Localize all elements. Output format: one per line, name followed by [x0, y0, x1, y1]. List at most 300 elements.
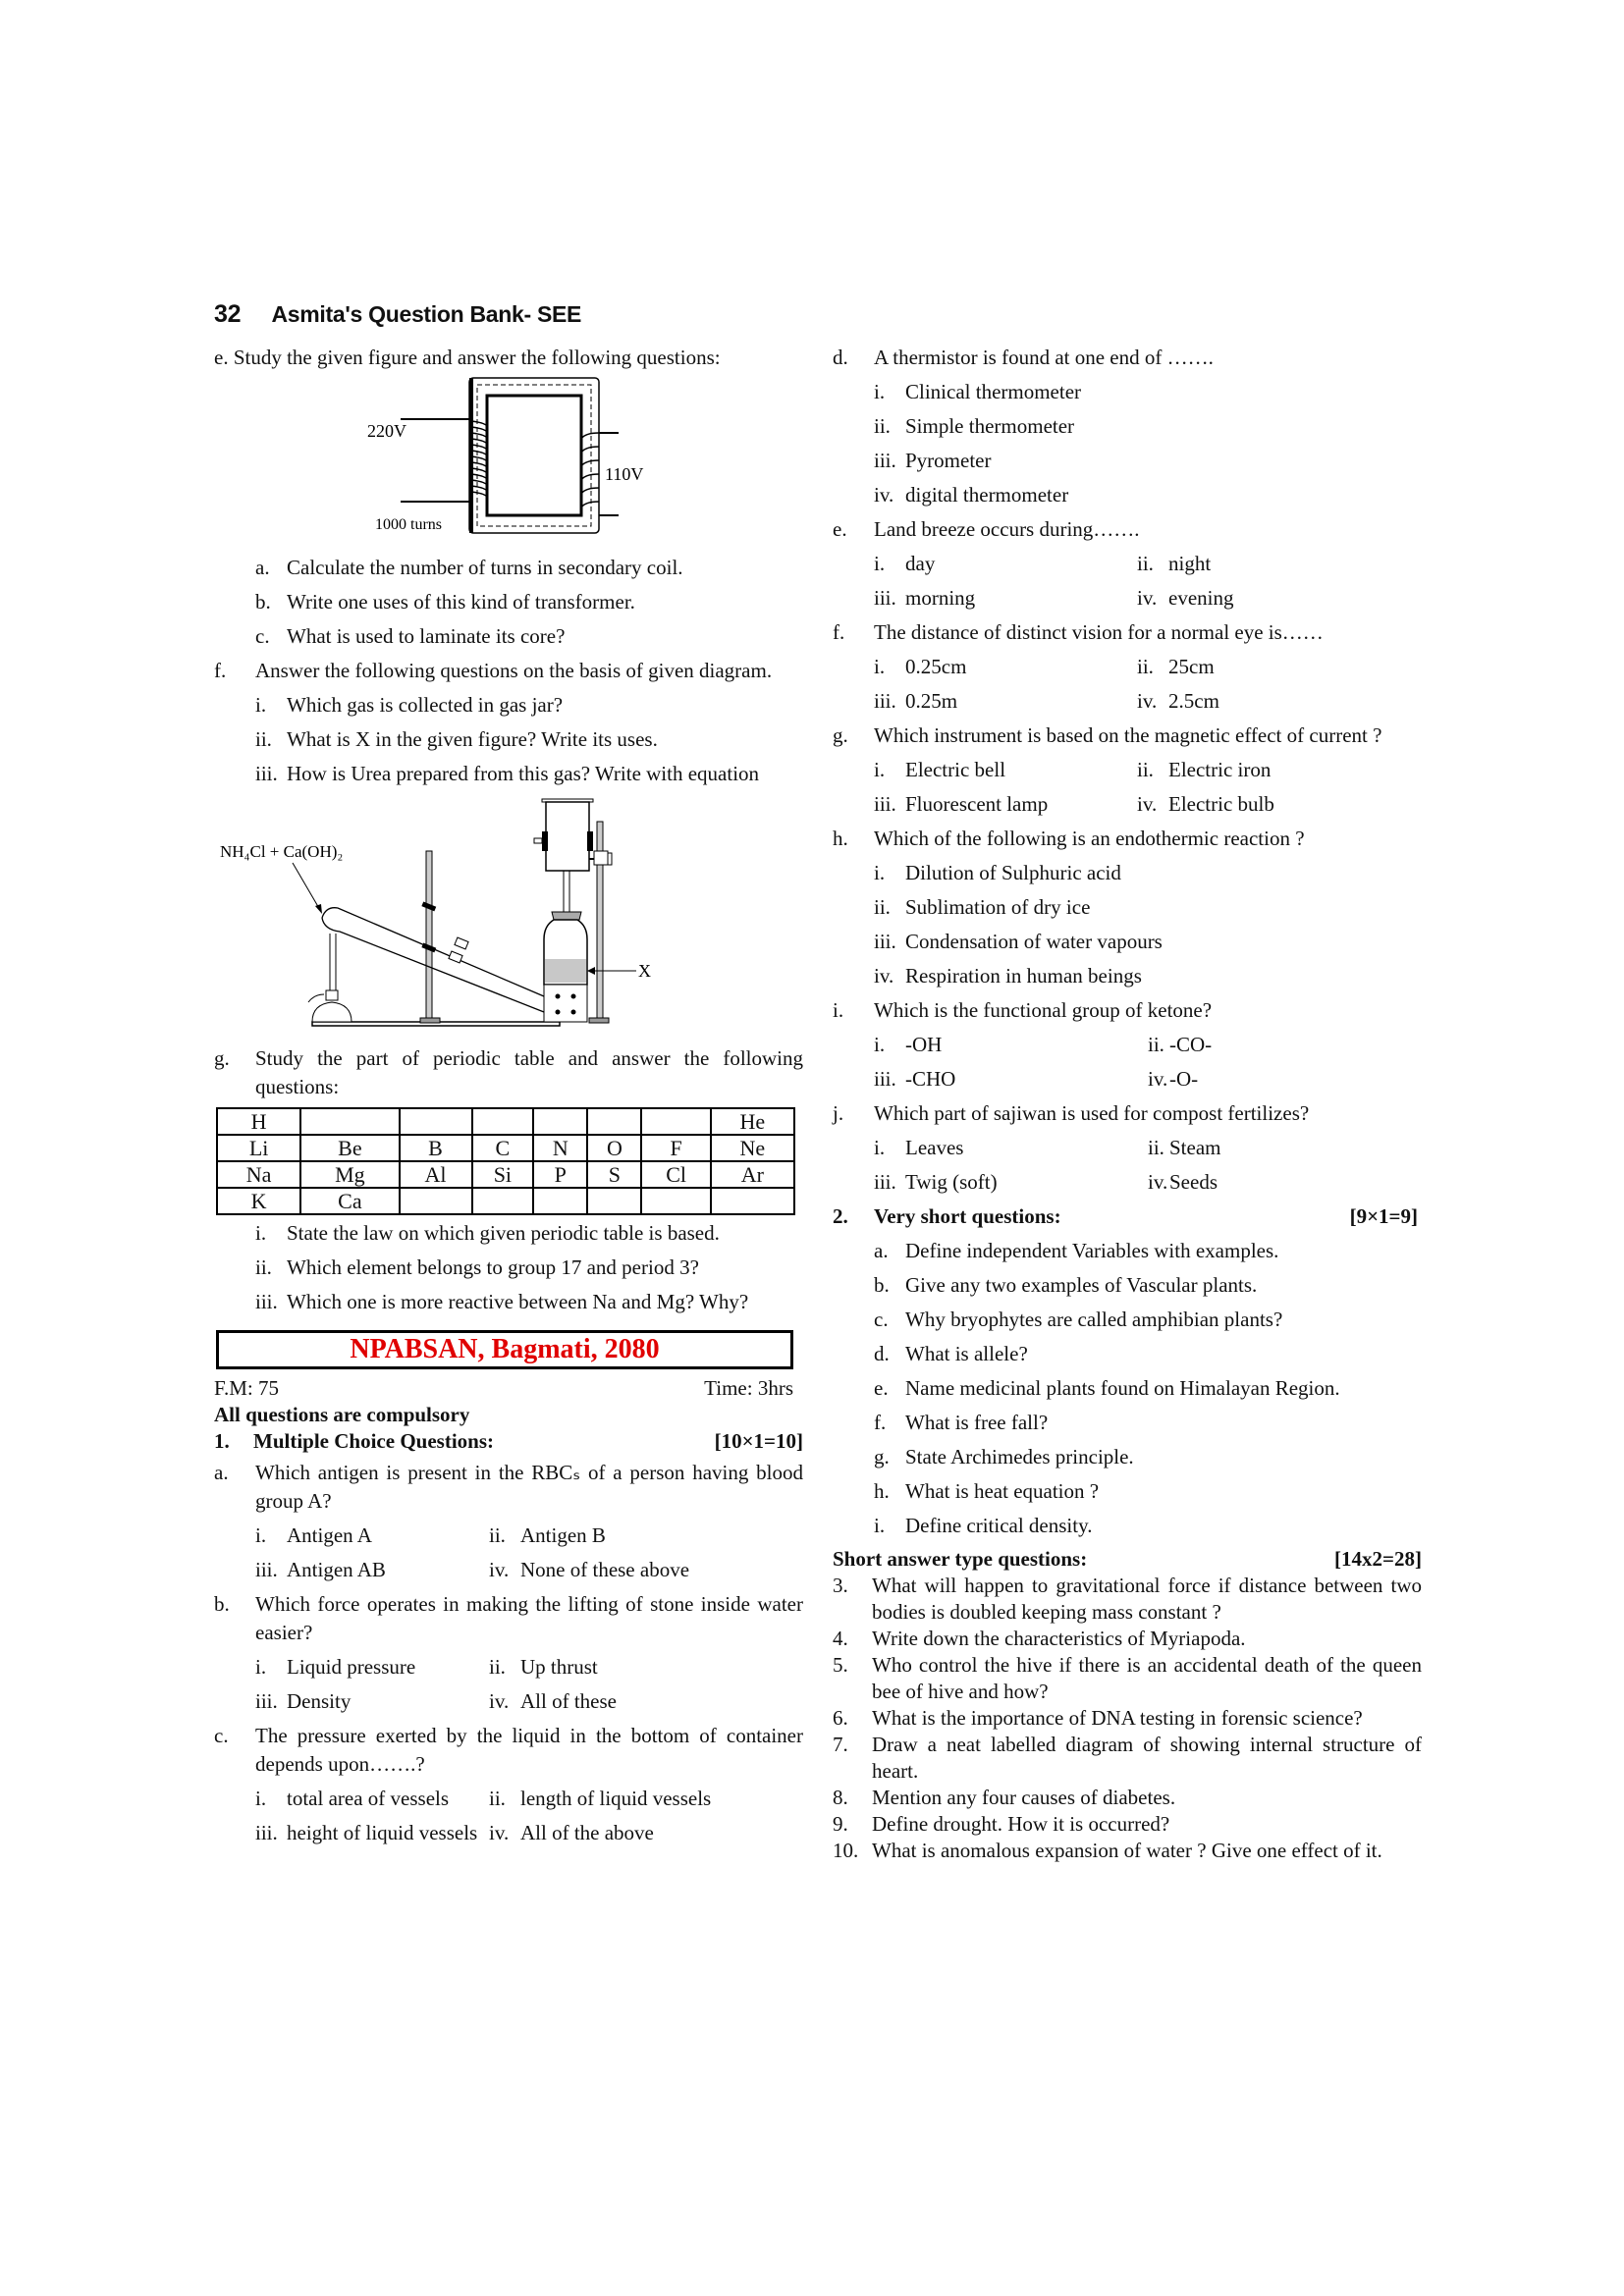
option-text: Up thrust: [520, 1655, 598, 1679]
element-cell: [472, 1188, 534, 1214]
primary-turns-label: 1000 turns: [375, 516, 442, 533]
element-cell: [533, 1108, 587, 1135]
option-label: ii.: [1137, 655, 1154, 678]
option-label: i.: [874, 380, 886, 403]
full-marks: F.M: 75: [214, 1376, 280, 1400]
mcq-option-row: [874, 1031, 1422, 1059]
mcq-option[interactable]: [874, 687, 1137, 716]
element-cell: Ar: [711, 1161, 794, 1188]
option-text: -CHO: [905, 1067, 956, 1091]
option-text: -CO-: [1169, 1033, 1213, 1056]
exam-time: Time: 3hrs: [704, 1376, 793, 1400]
question-label: e.: [833, 517, 847, 541]
reagent-label: NH₄Cl + Ca(OH)₂: [220, 842, 344, 861]
question-text: Which of the following is an endothermic reaction ?: [874, 827, 1305, 850]
element-cell: Li: [217, 1135, 300, 1161]
option-label: ii.: [1148, 1136, 1164, 1159]
question-text: Land breeze occurs during…….: [874, 517, 1140, 541]
option-label: i.: [255, 1655, 267, 1679]
option-label: iii.: [874, 689, 896, 713]
sub-question: [255, 725, 803, 754]
sub-question-text: State the law on which given periodic table is based.: [287, 1221, 720, 1245]
short-answer-question: [833, 1811, 1422, 1838]
element-cell: Ne: [711, 1135, 794, 1161]
mcq-question: [214, 1722, 803, 1779]
option-label: iii.: [874, 792, 896, 816]
option-text: Antigen B: [520, 1523, 606, 1547]
very-short-question: [874, 1512, 1422, 1540]
page-header: [214, 300, 581, 329]
option-label: iv.: [1137, 689, 1158, 713]
mcq-options: [874, 1134, 1422, 1197]
question-label: f.: [833, 620, 845, 644]
option-text: Respiration in human beings: [905, 964, 1142, 988]
element-cell: [472, 1108, 534, 1135]
mcq-question: [833, 515, 1422, 544]
option-label: ii.: [874, 414, 891, 438]
question-text: What is heat equation ?: [905, 1479, 1100, 1503]
page-number: 32: [214, 300, 242, 328]
mcq-option-row: [255, 1785, 803, 1813]
question-label: 4.: [833, 1627, 848, 1650]
option-text: Sublimation of dry ice: [905, 895, 1091, 919]
question-text: What will happen to gravitational force if distance between two bodies is doubled keeping mass constant ?: [872, 1574, 1422, 1624]
left-column: [214, 344, 803, 1853]
option-label: iv.: [1137, 586, 1158, 610]
option-label: i.: [255, 1523, 267, 1547]
element-cell: [587, 1108, 641, 1135]
periodic-table-row: [217, 1161, 794, 1188]
mcq-option-row: [874, 1134, 1422, 1162]
option-label: ii.: [489, 1787, 506, 1810]
mcq-option[interactable]: [489, 1522, 723, 1550]
option-text: 0.25m: [905, 689, 958, 713]
question-g-subquestions: [214, 1219, 803, 1316]
transformer-figure: [214, 372, 803, 554]
mcq-option[interactable]: [1137, 584, 1400, 613]
element-cell: He: [711, 1108, 794, 1135]
mcq-options: [874, 550, 1422, 613]
element-cell: Na: [217, 1161, 300, 1188]
sub-question: [255, 588, 803, 616]
question-label: i.: [833, 998, 844, 1022]
option-label: ii.: [489, 1523, 506, 1547]
option-label: iii.: [255, 1558, 278, 1581]
periodic-table-row: [217, 1135, 794, 1161]
ammonia-apparatus-figure: [214, 794, 803, 1044]
sub-question: [255, 1254, 803, 1282]
mcq-list-left: [214, 1459, 803, 1847]
option-label: i.: [874, 552, 886, 575]
mcq-option[interactable]: [489, 1687, 723, 1716]
element-cell: Ca: [300, 1188, 399, 1214]
question-label: b.: [214, 1592, 230, 1616]
question-text: Which instrument is based on the magnetic effect of current ?: [874, 723, 1382, 747]
transformer-diagram: [214, 372, 803, 554]
mcq-option[interactable]: [255, 1819, 489, 1847]
option-text: -O-: [1169, 1067, 1199, 1091]
element-cell: [641, 1108, 710, 1135]
mcq-option-row: [874, 584, 1422, 613]
option-label: i.: [874, 758, 886, 781]
section-3-heading: [833, 1546, 1422, 1573]
question-label: g.: [833, 723, 848, 747]
mcq-option[interactable]: [874, 584, 1137, 613]
short-answer-question: [833, 1626, 1422, 1652]
mcq-option-row: [255, 1687, 803, 1716]
sub-question-text: Write one uses of this kind of transformer.: [287, 590, 635, 614]
mcq-question: [214, 1459, 803, 1516]
mcq-options: [255, 1785, 803, 1847]
section-1-heading: [214, 1428, 803, 1455]
mcq-option[interactable]: [874, 928, 1422, 956]
section-marks: [10×1=10]: [714, 1429, 803, 1453]
mcq-option-row: [874, 687, 1422, 716]
question-text: Draw a neat labelled diagram of showing internal structure of heart.: [872, 1733, 1422, 1783]
mcq-options: [874, 653, 1422, 716]
mcq-option-row: [874, 790, 1422, 819]
option-text: Antigen AB: [287, 1558, 386, 1581]
option-label: ii.: [874, 895, 891, 919]
sub-question: [255, 554, 803, 582]
mcq-options: [255, 1653, 803, 1716]
question-label: 10.: [833, 1839, 859, 1862]
sub-question: [255, 1219, 803, 1248]
sub-question: [255, 691, 803, 720]
question-label: g.: [214, 1046, 230, 1070]
question-text: The pressure exerted by the liquid in the bottom of container depends upon…….?: [255, 1724, 803, 1776]
mcq-option[interactable]: [255, 1785, 489, 1813]
question-text: What is the importance of DNA testing in forensic science?: [872, 1706, 1363, 1730]
short-answer-question: [833, 1652, 1422, 1705]
periodic-table-row: [217, 1188, 794, 1214]
mcq-options: [874, 1031, 1422, 1094]
question-label: 3.: [833, 1574, 848, 1597]
question-text: Who control the hive if there is an accidental death of the queen bee of hive and how?: [872, 1653, 1422, 1703]
mcq-option[interactable]: [1148, 1065, 1422, 1094]
option-text: Condensation of water vapours: [905, 930, 1163, 953]
very-short-question: [874, 1271, 1422, 1300]
option-label: ii.: [489, 1655, 506, 1679]
sub-question-label: c.: [255, 624, 270, 648]
option-label: ii.: [1137, 758, 1154, 781]
option-text: evening: [1168, 586, 1234, 610]
element-cell: N: [533, 1135, 587, 1161]
option-text: 25cm: [1168, 655, 1215, 678]
option-label: iii.: [874, 1170, 896, 1194]
option-text: Fluorescent lamp: [905, 792, 1049, 816]
mcq-option[interactable]: [874, 1168, 1148, 1197]
element-cell: P: [533, 1161, 587, 1188]
mcq-options: [874, 859, 1422, 990]
option-label: iii.: [874, 1067, 896, 1091]
question-text: What is allele?: [905, 1342, 1028, 1365]
mcq-option[interactable]: [1137, 687, 1400, 716]
question-label: h.: [833, 827, 848, 850]
option-label: iv.: [489, 1689, 510, 1713]
option-label: iii.: [255, 1689, 278, 1713]
section-number: 2.: [833, 1204, 848, 1228]
mcq-option[interactable]: [874, 962, 1422, 990]
secondary-voltage-label: 110V: [605, 464, 644, 484]
option-text: Electric bulb: [1168, 792, 1274, 816]
section-marks: [9×1=9]: [1349, 1204, 1418, 1228]
section-2-heading: [833, 1202, 1422, 1231]
sub-question-label: ii.: [255, 1255, 272, 1279]
option-text: 2.5cm: [1168, 689, 1219, 713]
option-label: iii.: [874, 449, 896, 472]
element-cell: O: [587, 1135, 641, 1161]
option-label: i.: [255, 1787, 267, 1810]
option-label: iv.: [1148, 1067, 1168, 1091]
mcq-question: [833, 996, 1422, 1025]
question-label: 5.: [833, 1653, 848, 1677]
periodic-table: [216, 1107, 795, 1215]
option-text: Seeds: [1169, 1170, 1218, 1194]
question-f: [214, 657, 803, 685]
section-number: 1.: [214, 1429, 230, 1453]
question-text: What is anomalous expansion of water ? Give one effect of it.: [872, 1839, 1382, 1862]
question-label: d.: [833, 346, 848, 369]
mcq-option-row: [255, 1556, 803, 1584]
question-text: Mention any four causes of diabetes.: [872, 1786, 1176, 1809]
question-text: Define drought. How it is occurred?: [872, 1812, 1170, 1836]
exam-title: NPABSAN, Bagmati, 2080: [350, 1334, 660, 1364]
mcq-option[interactable]: [1137, 550, 1400, 578]
question-label: e.: [214, 346, 229, 369]
mcq-option[interactable]: [489, 1653, 723, 1682]
question-text: Which is the functional group of ketone?: [874, 998, 1213, 1022]
element-cell: Mg: [300, 1161, 399, 1188]
mcq-option-row: [874, 1065, 1422, 1094]
sub-question-text: How is Urea prepared from this gas? Write with equation: [287, 762, 760, 785]
mcq-option[interactable]: [255, 1687, 489, 1716]
very-short-question: [874, 1340, 1422, 1368]
option-label: iv.: [1148, 1170, 1168, 1194]
mcq-option[interactable]: [1148, 1134, 1422, 1162]
mcq-option[interactable]: [1137, 756, 1400, 784]
option-text: Electric iron: [1168, 758, 1272, 781]
question-text: State Archimedes principle.: [905, 1445, 1134, 1468]
element-cell: [400, 1108, 472, 1135]
mcq-option[interactable]: [489, 1785, 723, 1813]
element-cell: Si: [472, 1161, 534, 1188]
section-marks: [14x2=28]: [1334, 1547, 1422, 1571]
question-text: Define critical density.: [905, 1514, 1093, 1537]
element-cell: [300, 1108, 399, 1135]
mcq-option[interactable]: [489, 1556, 723, 1584]
question-label: f.: [874, 1411, 887, 1434]
question-text: Define independent Variables with examples.: [905, 1239, 1279, 1262]
element-cell: H: [217, 1108, 300, 1135]
mcq-option[interactable]: [874, 756, 1137, 784]
sub-question-label: i.: [255, 693, 267, 717]
sub-question: [255, 622, 803, 651]
question-label: j.: [833, 1101, 844, 1125]
option-text: -OH: [905, 1033, 943, 1056]
question-text: Write down the characteristics of Myriapoda.: [872, 1627, 1246, 1650]
very-short-question: [874, 1306, 1422, 1334]
option-text: 0.25cm: [905, 655, 967, 678]
very-short-question: [874, 1409, 1422, 1437]
question-label: g.: [874, 1445, 890, 1468]
question-label: a.: [214, 1461, 229, 1484]
short-answer-question: [833, 1838, 1422, 1864]
option-text: day: [905, 552, 936, 575]
very-short-question: [874, 1477, 1422, 1506]
very-short-questions: [833, 1237, 1422, 1540]
option-label: ii.: [1137, 552, 1154, 575]
option-text: Pyrometer: [905, 449, 992, 472]
mcq-option[interactable]: [255, 1653, 489, 1682]
option-label: iv.: [1137, 792, 1158, 816]
mcq-option-row: [255, 1653, 803, 1682]
mcq-option[interactable]: [874, 447, 1422, 475]
sub-question: [255, 1288, 803, 1316]
mcq-option[interactable]: [874, 412, 1422, 441]
option-text: Liquid pressure: [287, 1655, 416, 1679]
mcq-option-row: [874, 756, 1422, 784]
mcq-option[interactable]: [1137, 653, 1400, 681]
mcq-option-row: [255, 1819, 803, 1847]
question-g: [214, 1044, 803, 1101]
element-cell: C: [472, 1135, 534, 1161]
option-text: Density: [287, 1689, 352, 1713]
mcq-option[interactable]: [874, 790, 1137, 819]
mcq-option-row: [874, 1168, 1422, 1197]
question-e-subquestions: [214, 554, 803, 651]
question-text: Study the given figure and answer the following questions:: [233, 346, 721, 369]
book-title: Asmita's Question Bank- SEE: [271, 301, 582, 327]
sub-question-text: Calculate the number of turns in secondary coil.: [287, 556, 683, 579]
question-label: 7.: [833, 1733, 848, 1756]
option-text: night: [1168, 552, 1212, 575]
option-text: Simple thermometer: [905, 414, 1075, 438]
mcq-option[interactable]: [1137, 790, 1400, 819]
mcq-list-right: [833, 344, 1422, 1197]
option-label: iv.: [874, 483, 894, 507]
question-text: Which part of sajiwan is used for compost fertilizes?: [874, 1101, 1310, 1125]
question-label: e.: [874, 1376, 889, 1400]
sub-question-label: iii.: [255, 762, 278, 785]
question-label: b.: [874, 1273, 890, 1297]
question-label: 6.: [833, 1706, 848, 1730]
element-cell: [400, 1188, 472, 1214]
option-text: All of these: [520, 1689, 617, 1713]
question-label: a.: [874, 1239, 889, 1262]
mcq-question: [833, 721, 1422, 750]
very-short-question: [874, 1374, 1422, 1403]
short-answer-question: [833, 1785, 1422, 1811]
mcq-option[interactable]: [874, 893, 1422, 922]
sub-question: [255, 760, 803, 788]
option-text: None of these above: [520, 1558, 690, 1581]
sub-question-label: b.: [255, 590, 271, 614]
option-text: Steam: [1169, 1136, 1221, 1159]
option-label: iii.: [255, 1821, 278, 1844]
element-cell: Al: [400, 1161, 472, 1188]
mcq-option[interactable]: [874, 378, 1422, 406]
element-cell: S: [587, 1161, 641, 1188]
section-title: Short answer type questions:: [833, 1547, 1088, 1571]
mcq-option[interactable]: [489, 1819, 723, 1847]
question-text: Which force operates in making the lifting of stone inside water easier?: [255, 1592, 803, 1644]
mcq-option[interactable]: [255, 1556, 489, 1584]
option-label: iii.: [874, 586, 896, 610]
section-title: Multiple Choice Questions:: [253, 1429, 494, 1453]
short-answer-questions: [833, 1573, 1422, 1864]
option-text: total area of vessels: [287, 1787, 450, 1810]
exam-title-box: [216, 1330, 793, 1369]
question-label: c.: [214, 1724, 229, 1747]
question-label: 8.: [833, 1786, 848, 1809]
mcq-option[interactable]: [874, 1065, 1148, 1094]
element-cell: [711, 1188, 794, 1214]
element-cell: [587, 1188, 641, 1214]
x-label: X: [638, 961, 651, 981]
question-label: d.: [874, 1342, 890, 1365]
question-text: Give any two examples of Vascular plants.: [905, 1273, 1258, 1297]
mcq-option[interactable]: [874, 1134, 1148, 1162]
exam-meta: [214, 1375, 803, 1402]
option-text: All of the above: [520, 1821, 654, 1844]
mcq-option[interactable]: [874, 550, 1137, 578]
mcq-question: [833, 344, 1422, 372]
option-text: Clinical thermometer: [905, 380, 1082, 403]
question-label: h.: [874, 1479, 890, 1503]
option-text: height of liquid vessels: [287, 1821, 478, 1844]
section-title: Very short questions:: [874, 1204, 1061, 1228]
sub-question-label: a.: [255, 556, 270, 579]
mcq-option[interactable]: [874, 859, 1422, 887]
mcq-option[interactable]: [874, 653, 1137, 681]
question-text: Why bryophytes are called amphibian plants?: [905, 1308, 1283, 1331]
mcq-question: [833, 825, 1422, 853]
element-cell: Cl: [641, 1161, 710, 1188]
option-text: Leaves: [905, 1136, 964, 1159]
short-answer-question: [833, 1705, 1422, 1732]
right-column: [833, 344, 1422, 1864]
option-label: iv.: [489, 1821, 510, 1844]
question-text: What is free fall?: [905, 1411, 1049, 1434]
short-answer-question: [833, 1732, 1422, 1785]
mcq-option[interactable]: [255, 1522, 489, 1550]
option-label: iv.: [874, 964, 894, 988]
option-label: ii.: [1148, 1033, 1164, 1056]
sub-question-text: Which gas is collected in gas jar?: [287, 693, 564, 717]
option-label: i.: [874, 861, 886, 884]
sub-question-label: ii.: [255, 727, 272, 751]
mcq-option[interactable]: [1148, 1168, 1422, 1197]
mcq-option[interactable]: [874, 1031, 1148, 1059]
sub-question-text: What is X in the given figure? Write its uses.: [287, 727, 658, 751]
mcq-option-row: [874, 550, 1422, 578]
sub-question-text: Which one is more reactive between Na and Mg? Why?: [287, 1290, 749, 1313]
question-label: 9.: [833, 1812, 848, 1836]
option-label: iv.: [489, 1558, 510, 1581]
mcq-options: [874, 378, 1422, 509]
option-text: Dilution of Sulphuric acid: [905, 861, 1121, 884]
question-label: c.: [874, 1308, 889, 1331]
element-cell: [641, 1188, 710, 1214]
question-text: A thermistor is found at one end of …….: [874, 346, 1214, 369]
mcq-option[interactable]: [874, 481, 1422, 509]
mcq-options: [255, 1522, 803, 1584]
sub-question-text: Which element belongs to group 17 and period 3?: [287, 1255, 699, 1279]
mcq-question: [214, 1590, 803, 1647]
question-text: Name medicinal plants found on Himalayan Region.: [905, 1376, 1340, 1400]
mcq-option[interactable]: [1148, 1031, 1422, 1059]
